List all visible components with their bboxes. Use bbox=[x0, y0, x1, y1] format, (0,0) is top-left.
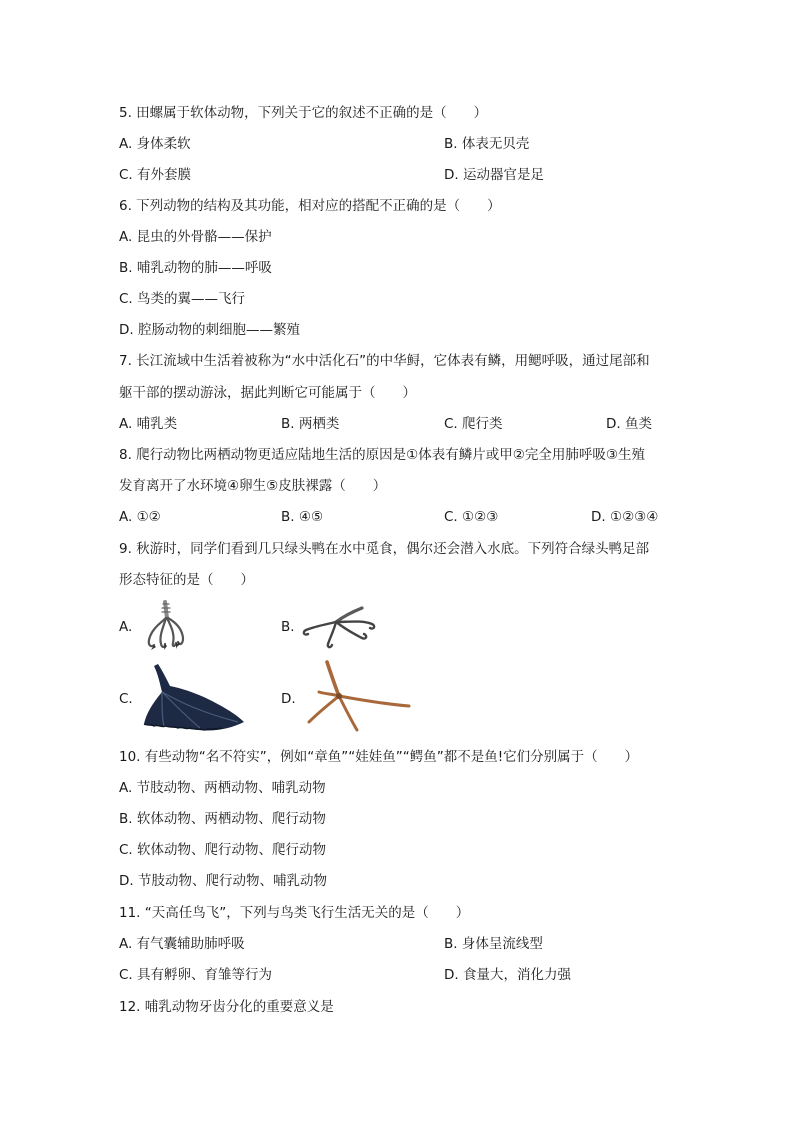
question-5-stem: 5. 田螺属于软体动物，下列关于它的叙述不正确的是（ ） bbox=[119, 105, 488, 121]
question-10-stem: 10. 有些动物“名不符实”，例如“章鱼”“娃娃鱼”“鳄鱼”都不是鱼!它们分别属于（ ） bbox=[119, 749, 639, 765]
question-11-option-d[interactable]: D. 食量大，消化力强 bbox=[444, 967, 571, 983]
question-9-option-b[interactable]: B. bbox=[281, 619, 295, 635]
question-10-option-d[interactable]: D. 节肢动物、爬行动物、哺乳动物 bbox=[119, 873, 327, 889]
question-6-option-d[interactable]: D. 腔肠动物的刺细胞——繁殖 bbox=[119, 322, 300, 338]
question-9-stem-line-1: 9. 秋游时，同学们看到几只绿头鸭在水中觅食，偶尔还会潜入水底。下列符合绿头鸭足部 bbox=[119, 541, 650, 557]
question-9-stem-line-2: 形态特征的是（ ） bbox=[119, 572, 254, 588]
question-11-option-b[interactable]: B. 身体呈流线型 bbox=[444, 936, 543, 952]
question-6-option-a[interactable]: A. 昆虫的外骨骼——保护 bbox=[119, 229, 272, 245]
question-7-stem-line-1: 7. 长江流域中生活着被称为“水中活化石”的中华鲟，它体表有鳞，用鳃呼吸，通过尾部和 bbox=[119, 353, 650, 369]
question-10-option-c[interactable]: C. 软体动物、爬行动物、爬行动物 bbox=[119, 842, 327, 858]
question-8-option-b[interactable]: B. ④⑤ bbox=[281, 509, 324, 525]
question-6-option-c[interactable]: C. 鸟类的翼——飞行 bbox=[119, 291, 246, 307]
question-8-option-d[interactable]: D. ①②③④ bbox=[591, 509, 659, 525]
question-7-option-d[interactable]: D. 鱼类 bbox=[606, 416, 652, 432]
question-8-option-c[interactable]: C. ①②③ bbox=[444, 509, 499, 525]
question-7-option-a[interactable]: A. 哺乳类 bbox=[119, 416, 178, 432]
question-8-stem-line-1: 8. 爬行动物比两栖动物更适应陆地生活的原因是①体表有鳞片或甲②完全用肺呼吸③生殖 bbox=[119, 447, 645, 463]
question-5-option-c[interactable]: C. 有外套膜 bbox=[119, 167, 192, 183]
question-8-stem-line-2: 发育离开了水环境④卵生⑤皮肤裸露（ ） bbox=[119, 478, 387, 494]
question-11-option-a[interactable]: A. 有气囊辅助肺呼吸 bbox=[119, 936, 245, 952]
bird-claw-icon[interactable] bbox=[300, 604, 378, 650]
question-7-stem-line-2: 躯干部的摆动游泳，据此判断它可能属于（ ） bbox=[119, 385, 416, 401]
question-5-option-a[interactable]: A. 身体柔软 bbox=[119, 136, 191, 152]
question-8-option-a[interactable]: A. ①② bbox=[119, 509, 161, 525]
question-5-option-b[interactable]: B. 体表无贝壳 bbox=[444, 136, 530, 152]
question-6-stem: 6. 下列动物的结构及其功能，相对应的搭配不正确的是（ ） bbox=[119, 198, 501, 214]
question-10-option-a[interactable]: A. 节肢动物、两栖动物、哺乳动物 bbox=[119, 780, 326, 796]
question-7-option-c[interactable]: C. 爬行类 bbox=[444, 416, 503, 432]
question-9-option-d[interactable]: D. bbox=[281, 691, 296, 707]
question-11-stem: 11. “天高任鸟飞”，下列与鸟类飞行生活无关的是（ ） bbox=[119, 905, 470, 921]
wading-bird-foot-icon[interactable] bbox=[305, 660, 413, 734]
question-12-stem: 12. 哺乳动物牙齿分化的重要意义是 bbox=[119, 999, 334, 1015]
question-7-option-b[interactable]: B. 两栖类 bbox=[281, 416, 340, 432]
question-6-option-b[interactable]: B. 哺乳动物的肺——呼吸 bbox=[119, 260, 272, 276]
question-9-option-c[interactable]: C. bbox=[119, 691, 133, 707]
eagle-claw-icon[interactable] bbox=[141, 600, 191, 652]
question-5-option-d[interactable]: D. 运动器官是足 bbox=[444, 167, 544, 183]
webbed-foot-icon[interactable] bbox=[140, 662, 248, 734]
question-11-option-c[interactable]: C. 具有孵卵、育雏等行为 bbox=[119, 967, 273, 983]
question-10-option-b[interactable]: B. 软体动物、两栖动物、爬行动物 bbox=[119, 811, 326, 827]
question-9-option-a[interactable]: A. bbox=[119, 619, 133, 635]
